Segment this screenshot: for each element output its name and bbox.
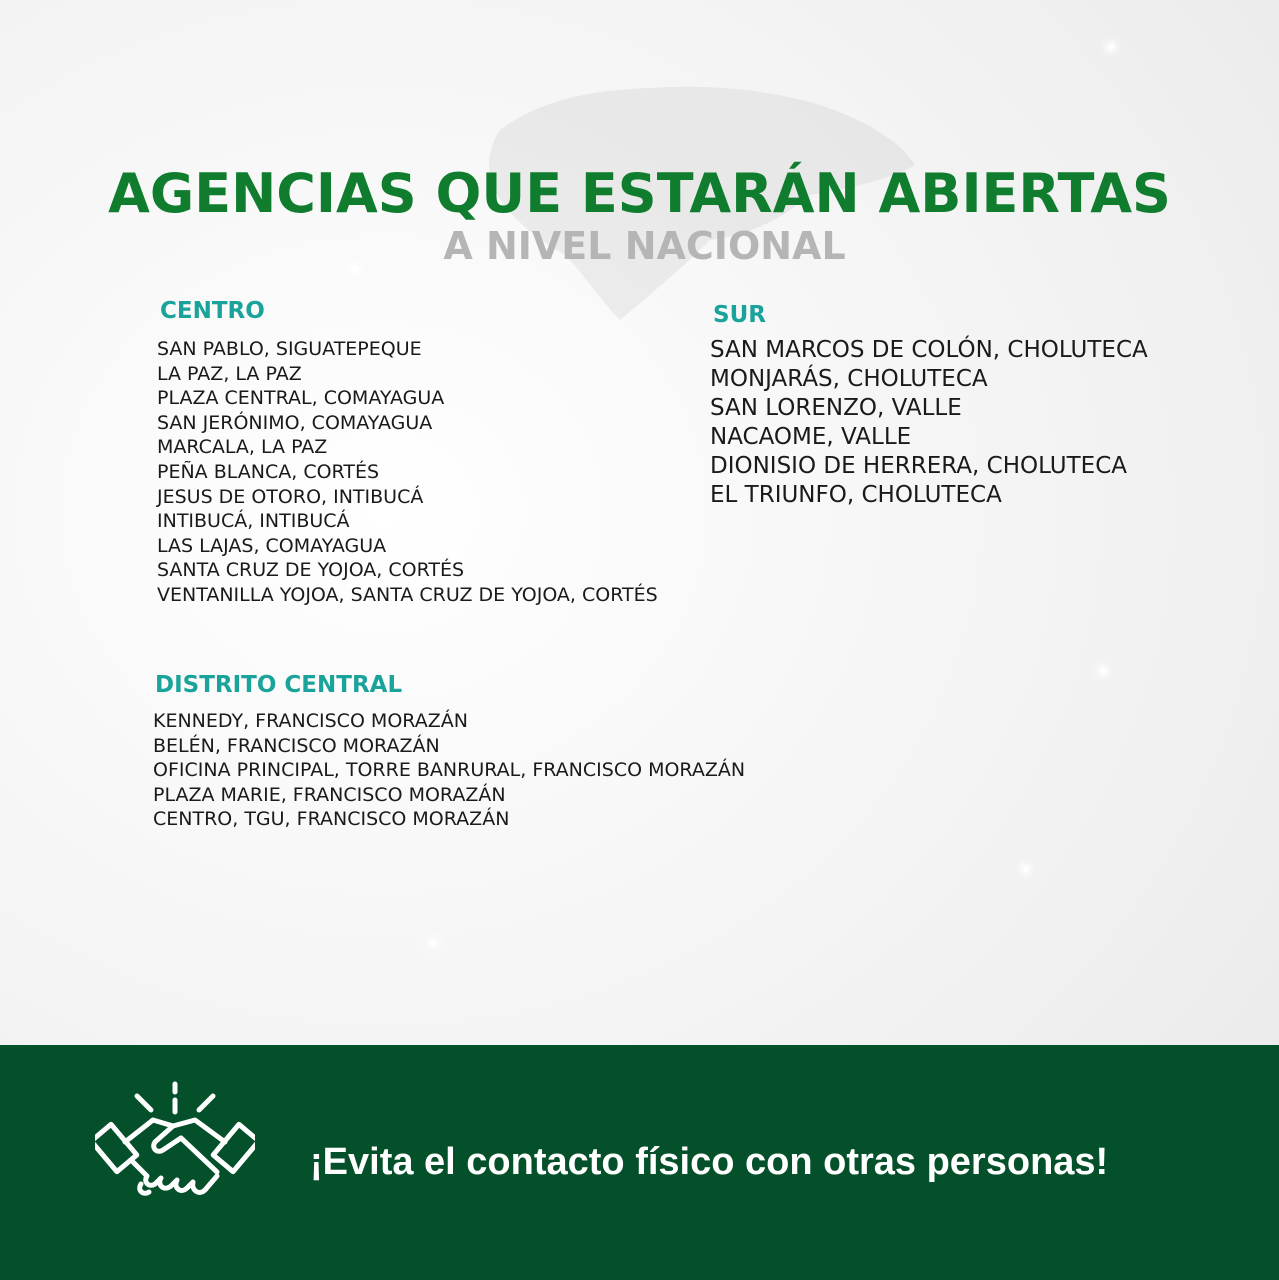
section-heading-centro: CENTRO [160, 298, 265, 324]
list-item: KENNEDY, FRANCISCO MORAZÁN [153, 710, 468, 732]
footer-message: ¡Evita el contacto físico con otras personas! [310, 1141, 1109, 1183]
handshake-icon [95, 1080, 255, 1235]
list-item: LA PAZ, LA PAZ [157, 362, 302, 385]
list-item: PEÑA BLANCA, CORTÉS [157, 460, 380, 483]
list-item: JESUS DE OTORO, INTIBUCÁ [157, 485, 424, 508]
list-item: EL TRIUNFO, CHOLUTECA [710, 482, 1002, 508]
list-item: LAS LAJAS, COMAYAGUA [157, 534, 387, 557]
list-item: CENTRO, TGU, FRANCISCO MORAZÁN [153, 808, 510, 831]
list-item: SAN JERÓNIMO, COMAYAGUA [157, 411, 433, 434]
sparkle [1108, 44, 1114, 50]
list-sur [710, 336, 1148, 510]
list-centro [157, 337, 658, 608]
sparkle [1023, 866, 1029, 872]
list-item: OFICINA PRINCIPAL, TORRE BANRURAL, FRANCISCO MORAZÁN [153, 759, 746, 782]
section-heading-distrito-central: DISTRITO CENTRAL [155, 672, 403, 698]
section-heading-sur: SUR [713, 302, 766, 328]
list-item: DIONISIO DE HERRERA, CHOLUTECA [710, 453, 1127, 479]
list-item: SAN LORENZO, VALLE [710, 395, 962, 421]
list-item: SAN MARCOS DE COLÓN, CHOLUTECA [710, 337, 1148, 363]
sparkle [1100, 668, 1106, 674]
list-item: BELÉN, FRANCISCO MORAZÁN [153, 734, 440, 757]
list-item: MONJARÁS, CHOLUTECA [710, 366, 988, 392]
list-item: SAN PABLO, SIGUATEPEQUE [157, 338, 422, 360]
page-title: AGENCIAS QUE ESTARÁN ABIERTAS [108, 162, 1171, 225]
list-item: VENTANILLA YOJOA, SANTA CRUZ DE YOJOA, CORTÉS [157, 583, 658, 606]
list-distrito-central [153, 709, 745, 832]
page-subtitle: A NIVEL NACIONAL [443, 224, 846, 268]
list-item: SANTA CRUZ DE YOJOA, CORTÉS [157, 559, 465, 582]
list-item: PLAZA MARIE, FRANCISCO MORAZÁN [153, 783, 506, 806]
sparkle [430, 940, 436, 946]
list-item: INTIBUCÁ, INTIBUCÁ [157, 510, 350, 533]
list-item: MARCALA, LA PAZ [157, 436, 328, 459]
list-item: PLAZA CENTRAL, COMAYAGUA [157, 387, 445, 410]
list-item: NACAOME, VALLE [710, 424, 912, 450]
